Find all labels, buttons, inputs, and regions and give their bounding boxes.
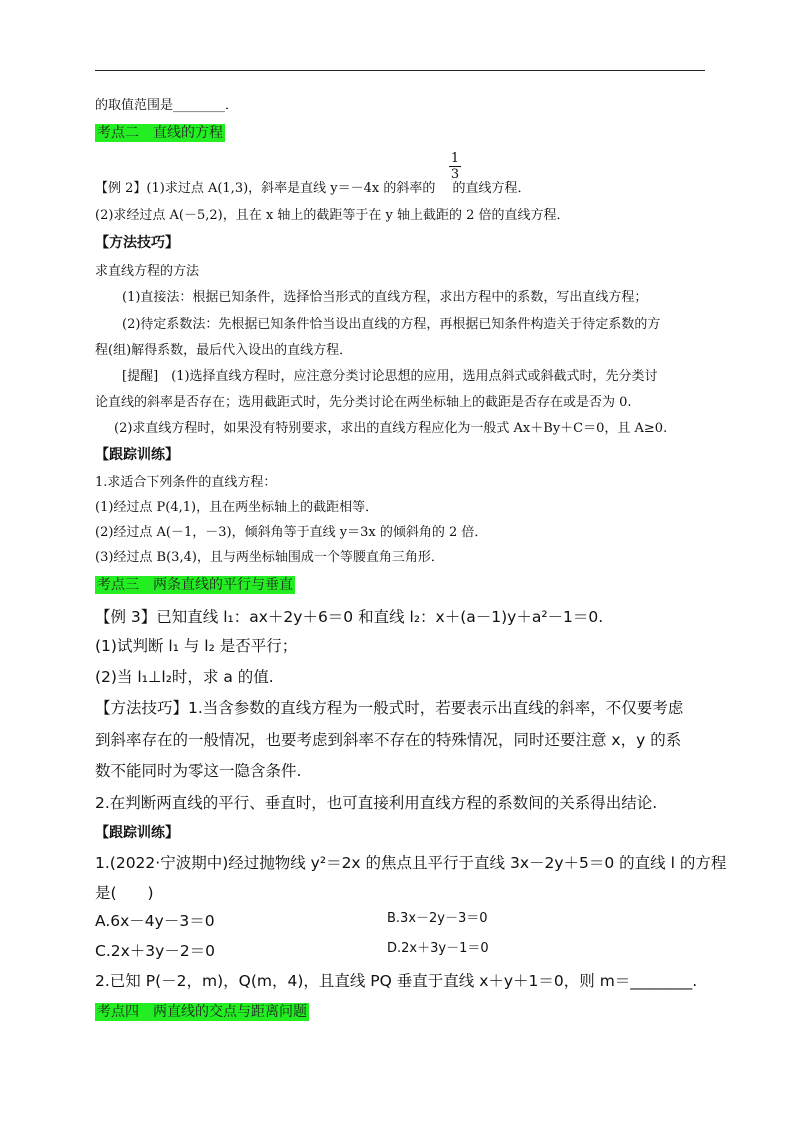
method-heading: 【方法技巧】	[95, 235, 179, 251]
text-line: (2)经过点 A(－1，－3)，倾斜角等于直线 y＝3x 的倾斜角的 2 倍．	[95, 525, 488, 540]
tracking-heading: 【跟踪训练】	[95, 825, 179, 841]
section-heading: 考点四 两直线的交点与距离问题	[97, 1004, 307, 1020]
text-line: (1)试判断 l₁ 与 l₂ 是否平行；	[95, 637, 298, 655]
tracking-heading: 【跟踪训练】	[95, 447, 179, 463]
section-heading: 考点二 直线的方程	[97, 125, 223, 141]
question-1-line-1: 1.(2022·宁波期中)经过抛物线 y²＝2x 的焦点且平行于直线 3x－2y＋5＝0 的直线 l 的方程	[95, 854, 727, 872]
text-line: 程(组)解得系数，最后代入设出的直线方程．	[95, 343, 353, 358]
section-heading: 考点三 两条直线的平行与垂直	[97, 577, 293, 593]
text-line: 求直线方程的方法	[95, 264, 200, 279]
text-line: (1)直接法：根据已知条件，选择恰当形式的直线方程，求出方程中的系数，写出直线方程；	[122, 290, 648, 305]
header-rule	[95, 70, 705, 71]
text-line: (2)求直线方程时，如果没有特别要求，求出的直线方程应化为一般式 Ax＋By＋C＝0，且 A≥0.	[114, 421, 668, 436]
example-2-part-2: (2)求经过点 A(－5,2)，且在 x 轴上的截距等于在 y 轴上截距的 2 倍的直线方程．	[95, 208, 570, 223]
fraction-denominator: 3	[450, 167, 460, 182]
question-1-line-2: 是( )	[95, 884, 154, 902]
option-c: C.2x＋3y－2＝0	[95, 942, 216, 960]
text-line: 的取值范围是________．	[95, 98, 239, 113]
option-d: D.2x＋3y－1＝0	[387, 941, 489, 956]
text-line: 1.求适合下列条件的直线方程：	[95, 475, 277, 490]
text-line: 论直线的斜率是否存在；选用截距式时，先分类讨论在两坐标轴上的截距是否存在或是否为 0.	[95, 395, 632, 410]
text-line: (2)当 l₁⊥l₂时，求 a 的值.	[95, 668, 274, 686]
option-a: A.6x－4y－3＝0	[95, 912, 215, 930]
text-line: (2)待定系数法：先根据已知条件恰当设出直线的方程，再根据已知条件构造关于待定系数的方	[122, 317, 661, 332]
example-2-part-1: 【例 2】(1)求过点 A(1,3)，斜率是直线 y＝－4x 的斜率的 的直线方程．	[95, 181, 531, 196]
text-line: [提醒] (1)选择直线方程时，应注意分类讨论思想的应用，选用点斜式或斜截式时，先分类讨	[122, 369, 658, 384]
method-line: 数不能同时为零这一隐含条件.	[95, 762, 302, 780]
example-3: 【例 3】已知直线 l₁：ax＋2y＋6＝0 和直线 l₂：x＋(a－1)y＋a²－1＝0.	[95, 608, 604, 626]
method-line: 【方法技巧】1.当含参数的直线方程为一般式时，若要表示出直线的斜率，不仅要考虑	[95, 699, 684, 717]
fraction	[449, 151, 461, 182]
option-b: B.3x－2y－3＝0	[387, 911, 488, 926]
method-line: 到斜率存在的一般情况，也要考虑到斜率不存在的特殊情况，同时还要注意 x，y 的系	[95, 731, 682, 749]
method-line: 2.在判断两直线的平行、垂直时，也可直接利用直线方程的系数间的关系得出结论.	[95, 794, 658, 812]
text-line: (1)经过点 P(4,1)，且在两坐标轴上的截距相等．	[95, 500, 379, 515]
fraction-numerator: 1	[450, 151, 460, 166]
text-line: (3)经过点 B(3,4)，且与两坐标轴围成一个等腰直角三角形．	[95, 550, 444, 565]
question-2: 2.已知 P(－2，m)，Q(m，4)，且直线 PQ 垂直于直线 x＋y＋1＝0，则 m＝________.	[95, 972, 698, 990]
